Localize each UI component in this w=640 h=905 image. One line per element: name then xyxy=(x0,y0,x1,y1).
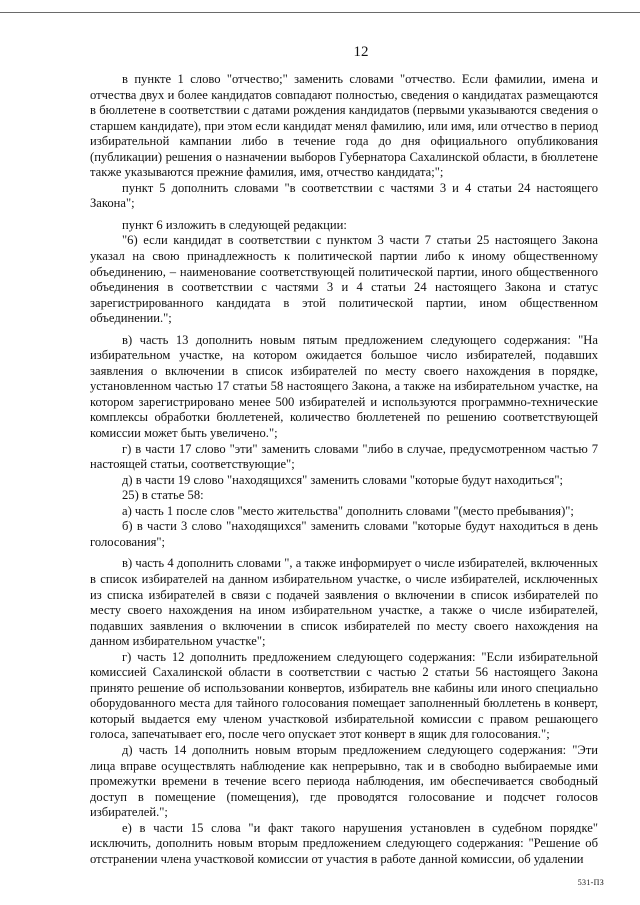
paragraph: "6) если кандидат в соответствии с пунктом 3 части 7 статьи 25 настоящего Закона указал на свою принадлежность к политической партии либо к иному общественному объединению, – наименование соответствующей политической партии, иного общественного объединения в соответствии с частями 3 и 4 статьи 24 настоящего Закона и статус зарегистрированного кандидата в этой политической партии, ином общественном объединении."; xyxy=(90,233,598,326)
top-divider xyxy=(0,12,640,13)
paragraph: в) часть 13 дополнить новым пятым предложением следующего содержания: "На избирательном участке, на котором ожидается большое число избирателей, подавших заявления о включении в список избирателей по месту своего нахождения в порядке, установленном частью 17 статьи 58 настоящего Закона, а также на избирательном участке, на котором зарегистрировано менее 500 избирателей и используются программно-технические комплексы обработки бюллетеней, количество бюллетеней по решению соответствующей комиссии может быть увеличено."; xyxy=(90,332,598,441)
page-number: 12 xyxy=(353,44,369,60)
paragraph: а) часть 1 после слов "место жительства" дополнить словами "(место пребывания)"; xyxy=(122,503,574,518)
paragraph: г) в части 17 слово "эти" заменить словами "либо в случае, предусмотренном частью 7 настоящей статьи, соответствующие"; xyxy=(90,441,598,472)
paragraph: в пункте 1 слово "отчество;" заменить словами "отчество. Если фамилии, имена и отчества двух и более кандидатов совпадают полностью, сведения о кандидатах размещаются в бюллетене в соответствии с датами рождения кандидатов (первыми указываются сведения о старшем кандидате), при этом если кандидат менял фамилию, или имя, или отчество в период избирательной кампании либо в течение года до дня официального опубликования (публикации) решения о назначении выборов Губернатора Сахалинской области, в бюллетене также указываются прежние фамилия, имя, отчество кандидата;"; xyxy=(90,72,598,180)
paragraph: е) в части 15 слова "и факт такого нарушения установлен в судебном порядке" исключить, дополнить новым вторым предложением следующего содержания: "Решение об отстранении члена участковой комиссии от участия в работе данной комиссии, об удалении xyxy=(90,820,598,866)
paragraph: пункт 6 изложить в следующей редакции: xyxy=(122,217,347,232)
paragraph: б) в части 3 слово "находящихся" заменить словами "которые будут находиться в день голосования"; xyxy=(90,519,598,549)
paragraph: д) часть 14 дополнить новым вторым предложением следующего содержания: "Эти лица вправе осуществлять наблюдение как непрерывно, так и в свободно выбираемые ими промежутки времени в течение всего периода наблюдения, им обеспечивается свободный доступ в помещение (помещения), где проводятся голосование и подсчет голосов избирателей."; xyxy=(90,742,598,820)
paragraph: д) в части 19 слово "находящихся" заменить словами "которые будут находиться"; xyxy=(122,472,563,487)
paragraph: г) часть 12 дополнить предложением следующего содержания: "Если избирательной комиссией Сахалинской области в соответствии с частью 2 статьи 56 настоящего Закона принято решение об использовании конвертов, избиратель вне кабины или иного специально оборудованного места для тайного голосования помещает заполненный бюллетень в конверт, который выдается ему членом участковой избирательной комиссии с правом решающего голоса, запечатывает его, после чего опускает этот конверт в ящик для голосования."; xyxy=(90,649,598,742)
paragraph: 25) в статье 58: xyxy=(122,488,204,503)
paragraph: пункт 5 дополнить словами "в соответствии с частями 3 и 4 статьи 24 настоящего Закона"; xyxy=(90,180,598,211)
paragraph: в) часть 4 дополнить словами ", а также информирует о числе избирателей, включенных в список избирателей на данном избирательном участке, о числе избирателей, исключенных из списка избирателей в связи с подачей заявления о включении в список избирателей по месту своего нахождения на ином избирательном участке, а также о числе избирателей, подавших заявления о включении в список избирателей по месту своего нахождения на данном избирательном участке"; xyxy=(90,556,598,649)
document-body xyxy=(90,72,598,867)
document-code: 531-ПЗ xyxy=(577,878,604,887)
